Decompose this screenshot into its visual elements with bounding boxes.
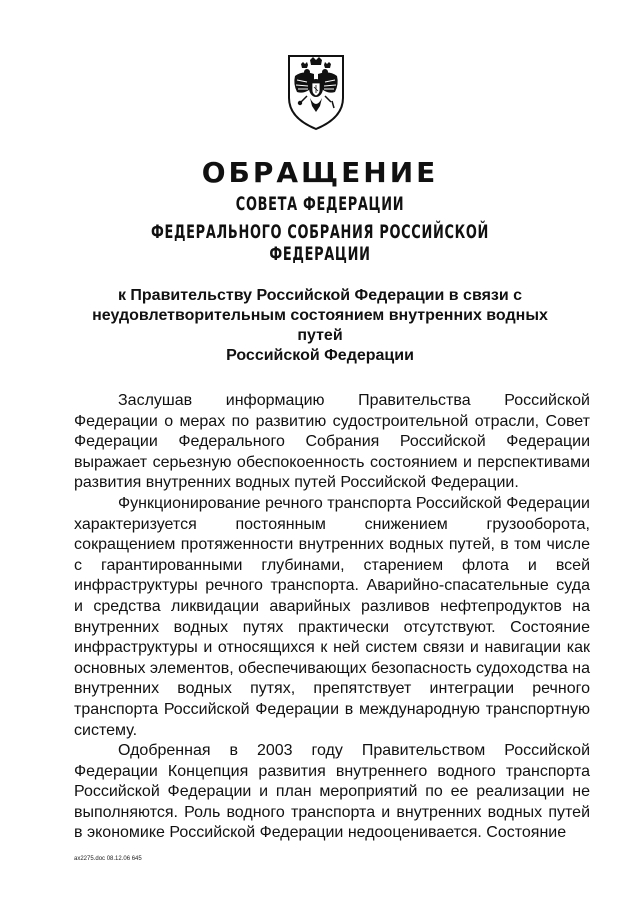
subject-line-2: неудовлетворительным состоянием внутренних водных путей xyxy=(92,307,548,344)
subject-line-1: к Правительству Российской Федерации в связи с xyxy=(117,287,523,304)
body-paragraph-2: Функционирование речного транспорта Российской Федерации характеризуется постоянным снижением грузооборота, сокращением протяженности внутренних водных путей, в том числе с гарантированными глубинами, старением флота и всей инфраструктуры речного транспорта. Аварийно-спасательные суда и средства ликвидации аварийных разливов нефтепродуктов на внутренних водных путях практически отсутствуют. Состояние инфраструктуры и относящихся к ней систем связи и навигации как основных элементов, обеспечивающих безопасность судоходства на внутренних водных путях, препятствует интеграции речного транспорта Российской Федерации в международную транспортную систему. xyxy=(74,494,590,739)
issuer-line-1: СОВЕТА ФЕДЕРАЦИИ xyxy=(235,193,405,215)
document-title: ОБРАЩЕНИЕ xyxy=(201,156,439,189)
file-info-footer: ax2275.doc 08.12.06 645 xyxy=(74,856,142,862)
russian-coat-of-arms-icon xyxy=(283,52,349,132)
issuer-line-2: ФЕДЕРАЛЬНОГО СОБРАНИЯ РОССИЙСКОЙ ФЕДЕРАЦИИ xyxy=(150,221,490,265)
document-body xyxy=(74,391,590,844)
body-paragraph-1: Заслушав информацию Правительства Российской Федерации о мерах по развитию судостроительной отрасли, Совет Федерации Федерального Собрания Российской Федерации выражает серьезную обеспокоенность состоянием и перспективами развития внутренних водных путей Российской Федерации. xyxy=(74,392,590,492)
body-paragraph-3: Одобренная в 2003 году Правительством Российской Федерации Концепция развития внутреннего водного транспорта Российской Федерации и план мероприятий по ее реализации не выполняются. Роль водного транспорта и внутренних водных путей в экономике Российской Федерации недооценивается. Состояние xyxy=(74,742,590,842)
subject-line-3: Российской Федерации xyxy=(226,347,414,364)
document-subject xyxy=(70,286,570,366)
